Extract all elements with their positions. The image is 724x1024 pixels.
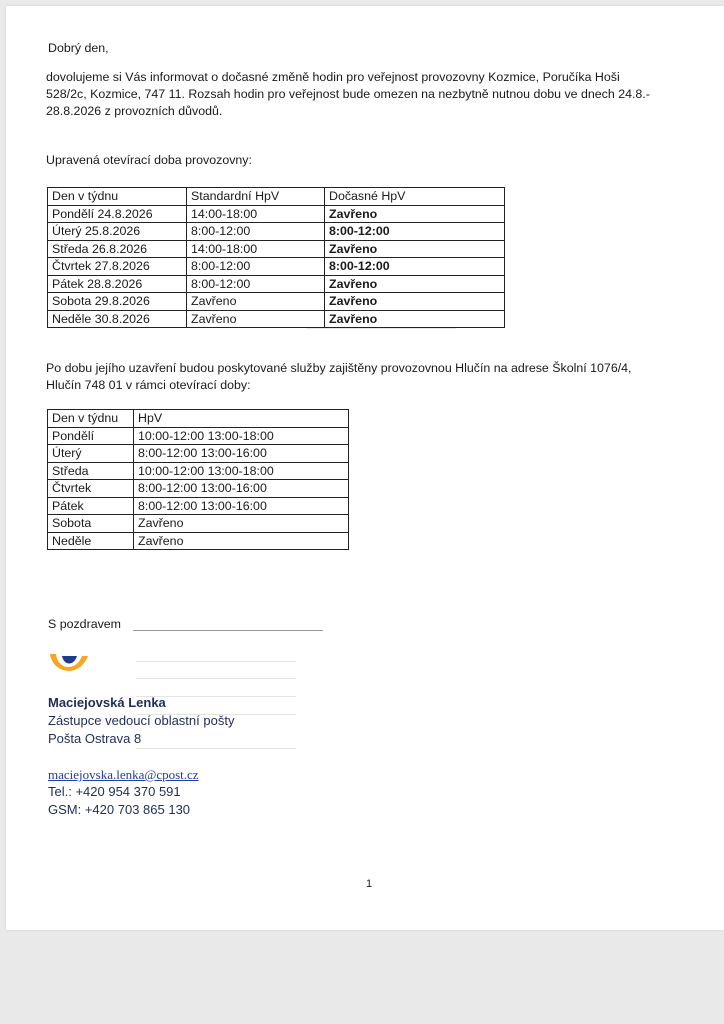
standard-hours-cell: 14:00-18:00 xyxy=(187,240,325,258)
header-cell: Dočasné HpV xyxy=(325,188,505,206)
intro-line: 28.8.2026 z provozních důvodů. xyxy=(46,104,223,118)
table-row xyxy=(48,223,505,241)
bleed-through-mark xyxy=(136,696,296,697)
table-row xyxy=(48,480,349,498)
header-cell: Den v týdnu xyxy=(48,410,134,428)
temporary-hours-cell: Zavřeno xyxy=(325,293,505,311)
signature-office: Pošta Ostrava 8 xyxy=(48,731,142,746)
alt-line: Po dobu jejího uzavření budou poskytované služby zajištěny provozovnou Hlučín na adrese Školní 1076/4, xyxy=(46,361,632,375)
greeting: Dobrý den, xyxy=(48,41,109,55)
temporary-hours-cell: Zavřeno xyxy=(325,310,505,328)
day-cell: Sobota 29.8.2026 xyxy=(48,293,187,311)
phone-number: Tel.: +420 954 370 591 xyxy=(48,784,181,799)
table-row xyxy=(48,515,349,533)
letter-page xyxy=(6,6,724,930)
table-header-row xyxy=(48,410,349,428)
day-cell: Pondělí xyxy=(48,427,134,445)
hours-cell: 10:00-12:00 13:00-18:00 xyxy=(134,427,349,445)
day-cell: Pátek 28.8.2026 xyxy=(48,275,187,293)
day-cell: Neděle xyxy=(48,532,134,550)
intro-paragraph xyxy=(46,69,686,120)
intro-line: dovolujeme si Vás informovat o dočasné změně hodin pro veřejnost provozovny Kozmice, Poručíka Hoši xyxy=(46,70,620,84)
day-cell: Středa xyxy=(48,462,134,480)
postal-horn-logo-icon xyxy=(48,650,90,682)
page-number: 1 xyxy=(366,878,373,890)
day-cell: Sobota xyxy=(48,515,134,533)
day-cell: Čtvrtek xyxy=(48,480,134,498)
bleed-through-mark xyxy=(136,748,296,749)
table-row xyxy=(48,462,349,480)
bleed-through-mark xyxy=(136,714,296,715)
signature-role: Zástupce vedoucí oblastní pošty xyxy=(48,713,235,728)
temporary-hours-cell: 8:00-12:00 xyxy=(325,223,505,241)
alt-line: Hlučín 748 01 v rámci otevírací doby: xyxy=(46,378,251,392)
hours-cell: 8:00-12:00 13:00-16:00 xyxy=(134,445,349,463)
signature-line xyxy=(133,630,323,631)
header-cell: Standardní HpV xyxy=(187,188,325,206)
standard-hours-cell: 8:00-12:00 xyxy=(187,258,325,276)
table-row xyxy=(48,445,349,463)
table-row xyxy=(48,427,349,445)
standard-hours-cell: 14:00-18:00 xyxy=(187,205,325,223)
day-cell: Pondělí 24.8.2026 xyxy=(48,205,187,223)
mobile-number: GSM: +420 703 865 130 xyxy=(48,802,191,817)
table-row xyxy=(48,205,505,223)
day-cell: Úterý xyxy=(48,445,134,463)
table-row xyxy=(48,532,349,550)
hours-cell: 10:00-12:00 13:00-18:00 xyxy=(134,462,349,480)
temporary-hours-cell: Zavřeno xyxy=(325,205,505,223)
day-cell: Pátek xyxy=(48,497,134,515)
hours-cell: Zavřeno xyxy=(134,532,349,550)
standard-hours-cell: Zavřeno xyxy=(187,293,325,311)
hours-cell: Zavřeno xyxy=(134,515,349,533)
alternative-hours-table xyxy=(47,409,349,550)
closing: S pozdravem xyxy=(48,617,122,631)
table-row xyxy=(48,240,505,258)
email-link[interactable]: maciejovska.lenka@cpost.cz xyxy=(48,767,199,782)
header-cell: Den v týdnu xyxy=(48,188,187,206)
table-row xyxy=(48,275,505,293)
standard-hours-cell: 8:00-12:00 xyxy=(187,223,325,241)
bleed-through-mark xyxy=(136,661,296,662)
day-cell: Středa 26.8.2026 xyxy=(48,240,187,258)
table-row xyxy=(48,293,505,311)
table-row xyxy=(48,310,505,328)
hours-cell: 8:00-12:00 13:00-16:00 xyxy=(134,497,349,515)
temporary-hours-cell: Zavřeno xyxy=(325,275,505,293)
table-header-row xyxy=(48,188,505,206)
alternative-office-paragraph xyxy=(46,360,706,394)
table-row xyxy=(48,258,505,276)
temporary-hours-cell: Zavřeno xyxy=(325,240,505,258)
temporary-hours-cell: 8:00-12:00 xyxy=(325,258,505,276)
header-cell: HpV xyxy=(134,410,349,428)
table-row xyxy=(48,497,349,515)
table1-caption: Upravená otevírací doba provozovny: xyxy=(46,153,252,167)
intro-line: 528/2c, Kozmice, 747 11. Rozsah hodin pro veřejnost bude omezen na nezbytně nutnou dobu ve dnech 24.8.- xyxy=(46,87,650,101)
bleed-through-mark xyxy=(136,678,296,679)
day-cell: Neděle 30.8.2026 xyxy=(48,310,187,328)
standard-hours-cell: Zavřeno xyxy=(187,310,325,328)
standard-hours-cell: 8:00-12:00 xyxy=(187,275,325,293)
day-cell: Čtvrtek 27.8.2026 xyxy=(48,258,187,276)
hours-cell: 8:00-12:00 13:00-16:00 xyxy=(134,480,349,498)
signature-name: Maciejovská Lenka xyxy=(48,695,166,710)
bleed-through-mark xyxy=(306,328,456,329)
day-cell: Úterý 25.8.2026 xyxy=(48,223,187,241)
temporary-hours-table xyxy=(47,187,505,328)
